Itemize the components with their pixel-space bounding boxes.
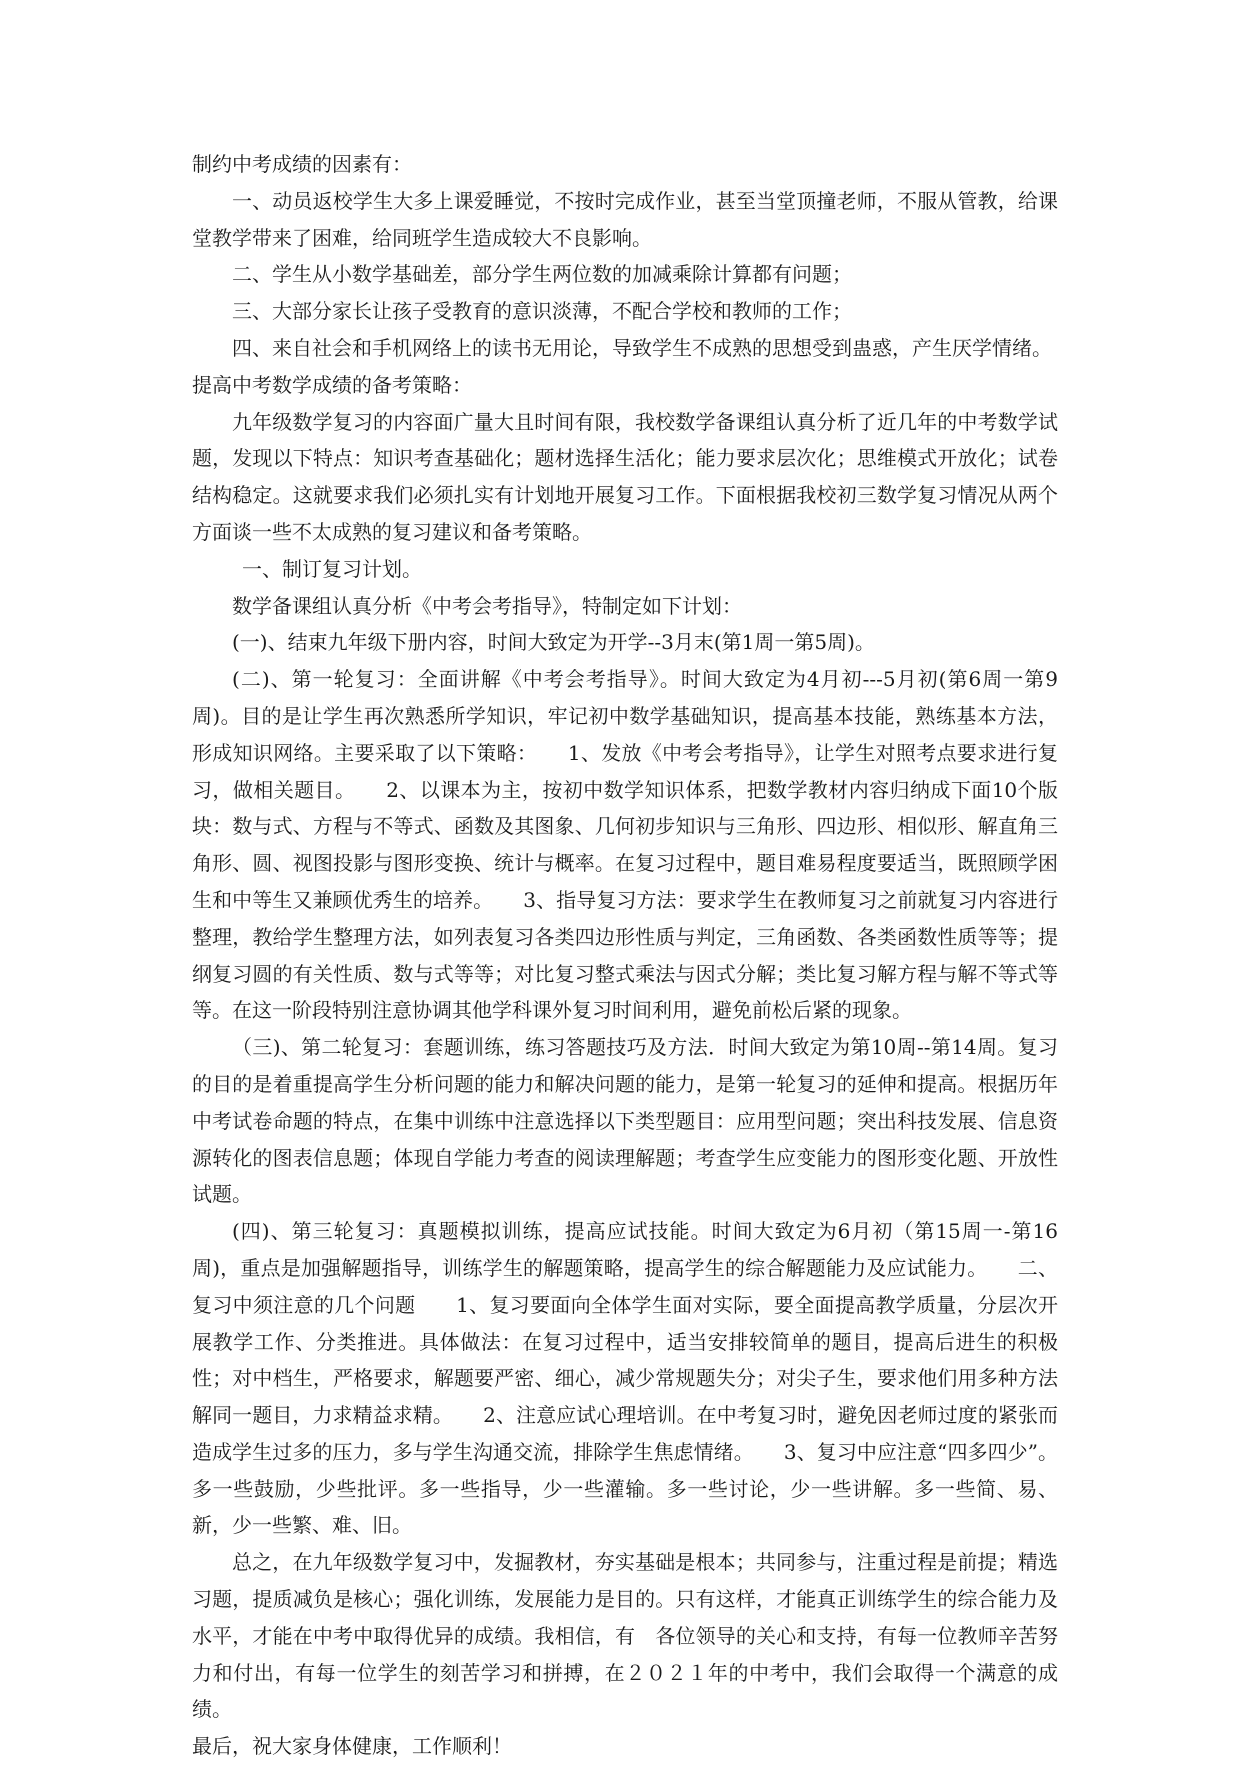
paragraph-plan-4: (四)、第三轮复习：真题模拟训练，提高应试技能。时间大致定为6月初（第15周一-第16周)，重点是加强解题指导，训练学生的解题策略，提高学生的综合解题能力及应试能力。 二、复习中须注意的几个问题 1、复习要面向全体学生面对实际，要全面提高教学质量，分层次开展教学工作、分类推进。具体做法：在复习过程中，适当安排较简单的题目，提高后进生的积极性；对中档生，严格要求，解题要严密、细心，减少常规题失分；对尖子生，要求他们用多种方法解同一题目，力求精益求精。 2、注意应试心理培训。在中考复习时，避免因老师过度的紧张而造成学生过多的压力，多与学生沟通交流，排除学生焦虑情绪。 3、复习中应注意“四多四少”。多一些鼓励，少些批评。多一些指导，少一些灌输。多一些讨论，少一些讲解。多一些简、易、新，少一些繁、难、旧。: [192, 1219, 1058, 1538]
section-heading-factors: 制约中考成绩的因素有：: [192, 152, 412, 176]
section-heading-strategy: 提高中考数学成绩的备考策略：: [192, 372, 472, 397]
paragraph-plan-1: (一)、结束九年级下册内容，时间大致定为开学--3月末(第1周一第5周)。: [232, 630, 875, 655]
paragraph-plan-heading: 一、制订复习计划。: [242, 556, 422, 581]
paragraph-conclusion: 总之，在九年级数学复习中，发掘教材，夯实基础是根本；共同参与，注重过程是前提；精选习题，提质减负是核心；强化训练，发展能力是目的。只有这样，才能真正训练学生的综合能力及水平，才能在中考中取得优异的成绩。我相信，有 各位领导的关心和支持，有每一位教师辛苦努力和付出，有每一位学生的刻苦学习和拼搏，在２０２１年的中考中，我们会取得一个满意的成绩。: [192, 1550, 1058, 1722]
paragraph-plan-2: (二)、第一轮复习：全面讲解《中考会考指导》。时间大致定为4月初---5月初(第6周一第9周)。目的是让学生再次熟悉所学知识，牢记初中数学基础知识，提高基本技能，熟练基本方法，形成知识网络。主要采取了以下策略： 1、发放《中考会考指导》，让学生对照考点要求进行复习，做相关题目。 2、以课本为主，按初中数学知识体系，把数学教材内容归纳成下面10个版块：数与式、方程与不等式、函数及其图象、几何初步知识与三角形、四边形、相似形、解直角三角形、圆、视图投影与图形变换、统计与概率。在复习过程中，题目难易程度要适当，既照顾学困生和中等生又兼顾优秀生的培养。 3、指导复习方法：要求学生在教师复习之前就复习内容进行整理，教给学生整理方法，如列表复习各类四边形性质与判定，三角函数、各类函数性质等等；提纲复习圆的有关性质、数与式等等；对比复习整式乘法与因式分解；类比复习解方程与解不等式等等。在这一阶段特别注意协调其他学科课外复习时间利用，避免前松后紧的现象。: [192, 667, 1058, 1023]
paragraph-factor-1: 一、动员返校学生大多上课爱睡觉，不按时完成作业，甚至当堂顶撞老师，不服从管教，给课堂教学带来了困难，给同班学生造成较大不良影响。: [192, 188, 1058, 250]
paragraph-closing: 最后，祝大家身体健康，工作顺利！: [192, 1734, 512, 1759]
paragraph-factor-3: 三、大部分家长让孩子受教育的意识淡薄，不配合学校和教师的工作；: [232, 299, 852, 324]
document-body: [192, 146, 1058, 1765]
paragraph-plan-intro: 数学备课组认真分析《中考会考指导》，特制定如下计划：: [232, 593, 742, 618]
paragraph-plan-3: （三)、第二轮复习：套题训练，练习答题技巧及方法．时间大致定为第10周--第14周。复习的目的是着重提高学生分析问题的能力和解决问题的能力，是第一轮复习的延伸和提高。根据历年中考试卷命题的特点，在集中训练中注意选择以下类型题目：应用型问题；突出科技发展、信息资源转化的图表信息题；体现自学能力考查的阅读理解题；考查学生应变能力的图形变化题、开放性试题。: [192, 1035, 1058, 1207]
paragraph-factor-2: 二、学生从小数学基础差，部分学生两位数的加减乘除计算都有问题；: [232, 262, 852, 287]
paragraph-intro: 九年级数学复习的内容面广量大且时间有限，我校数学备课组认真分析了近几年的中考数学试题，发现以下特点：知识考查基础化；题材选择生活化；能力要求层次化；思维模式开放化；试卷结构稳定。这就要求我们必须扎实有计划地开展复习工作。下面根据我校初三数学复习情况从两个方面谈一些不太成熟的复习建议和备考策略。: [192, 409, 1058, 544]
paragraph-factor-4: 四、来自社会和手机网络上的读书无用论，导致学生不成熟的思想受到蛊惑，产生厌学情绪。: [232, 335, 1052, 360]
